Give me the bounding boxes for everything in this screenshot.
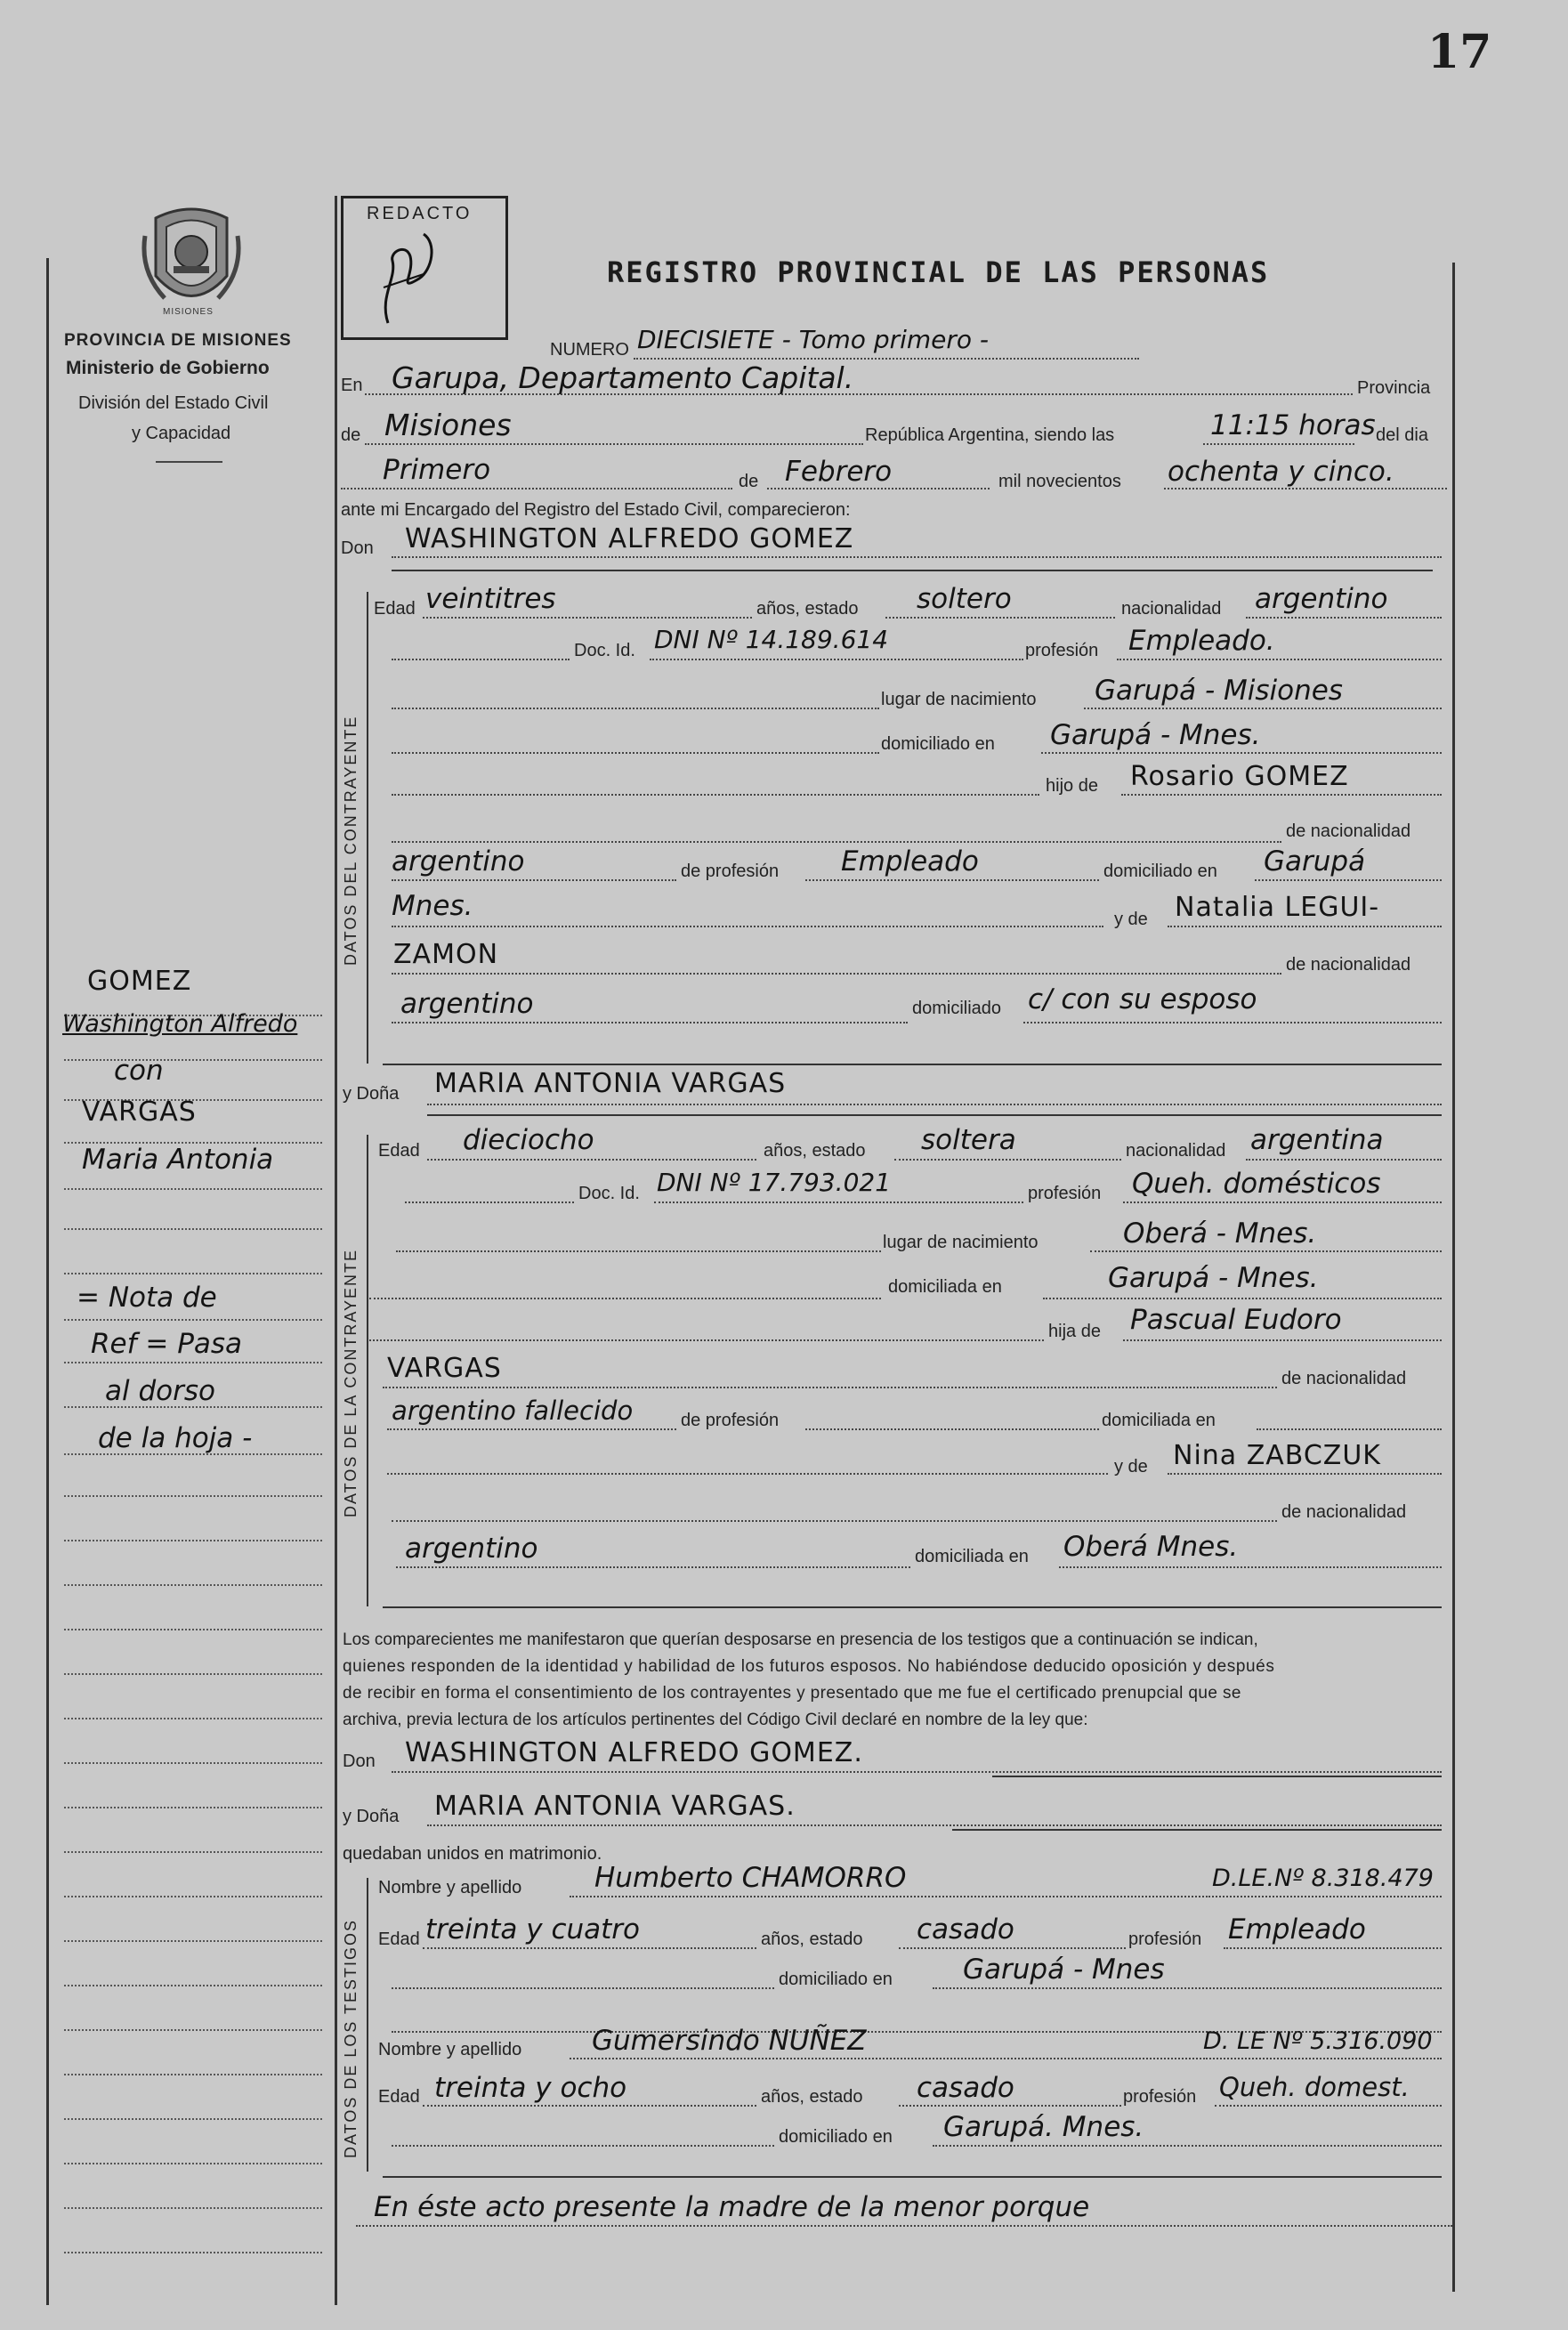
t2-nombre-value: Gumersindo NUÑEZ [592,2025,867,2057]
decl-don-label: Don [343,1752,376,1771]
c1-domicilio-value: Garupá - Mnes. [1050,719,1261,751]
t2-estado-value: casado [917,2072,1014,2104]
division-line2: y Capacidad [132,424,231,443]
anio-value: ochenta y cinco. [1168,456,1394,488]
decl-dona-label: y Doña [343,1807,400,1826]
provincia-value: Misiones [384,408,512,442]
contrayente2-side-label: DATOS DE LA CONTRAYENTE [342,1248,360,1517]
c2-madre-dom: Oberá Mnes. [1063,1531,1239,1563]
redacto-label: REDACTO [367,204,473,223]
t2-anos-label: años, estado [761,2087,863,2107]
c2-edad-value: dieciocho [463,1124,594,1156]
en-value: Garupa, Departamento Capital. [392,360,854,395]
c2-y-dona-label: y Doña [343,1084,400,1104]
c2-doc-label: Doc. Id. [578,1184,640,1203]
t1-domicilio-label: domiciliado en [779,1970,893,1989]
margin-name1: Washington Alfredo [62,1010,298,1038]
contrayente2-bracket [367,1135,368,1606]
c2-de-prof-label: de profesión [681,1411,780,1430]
t2-doc-value: D. LE Nº 5.316.090 [1203,2027,1433,2055]
declaration-line2: quienes responden de la identidad y habilidad de los futuros esposos. No habiéndose deducido oposición y después [343,1657,1275,1676]
margin-surname1: GOMEZ [87,966,192,997]
ministry-name: Ministerio de Gobierno [66,358,270,378]
t1-estado-value: casado [917,1913,1014,1946]
c2-anos-label: años, estado [764,1141,866,1161]
quedaban-text: quedaban unidos en matrimonio. [343,1844,602,1864]
t1-doc-value: D.LE.Nº 8.318.479 [1212,1865,1434,1892]
t1-prof-value: Empleado [1228,1913,1366,1946]
declaration-line3: de recibir en forma el consentimiento de los contrayentes y presentado que me fue el certificado prenupcial que se [343,1684,1241,1703]
declaration-line1: Los comparecientes me manifestaron que querían desposarse en presencia de los testigos que a continuación se indican, [343,1630,1258,1649]
c1-profesion-label: profesión [1025,641,1099,660]
c1-de-nac-label: de nacionalidad [1286,821,1411,841]
c2-profesion-label: profesión [1028,1184,1102,1203]
c1-madre-value2: ZAMON [393,939,499,970]
header-divider [156,461,222,463]
c1-profesion-value: Empleado. [1128,625,1275,657]
t2-prof-value: Queh. domest. [1219,2072,1410,2102]
c1-lugar-label: lugar de nacimiento [881,690,1037,709]
left-frame-line [46,258,49,2305]
division-line1: División del Estado Civil [78,393,269,413]
de-label: de [341,425,361,445]
c2-estado-value: soltera [921,1124,1016,1156]
numero-value: DIECISIETE - Tomo primero - [637,325,990,354]
right-frame-line [1452,263,1455,2292]
mil-label: mil novecientos [998,472,1121,491]
republica-label: República Argentina, siendo las [865,425,1115,445]
c1-de-nac-label2: de nacionalidad [1286,955,1411,975]
dia-value: Primero [383,454,491,486]
c1-y-de-label: y de [1114,910,1148,929]
c1-madre-value: Natalia LEGUI- [1175,892,1380,923]
redacto-signature-icon [370,225,450,332]
c1-padre-dom: Garupá [1264,845,1366,878]
c2-nac-label: nacionalidad [1126,1141,1226,1161]
t1-dom-value: Garupá - Mnes [963,1954,1165,1986]
margin-note2: Ref = Pasa [91,1328,243,1360]
c2-padre-nac: argentino fallecido [392,1396,634,1426]
ante-text: ante mi Encargado del Registro del Estado Civil, comparecieron: [341,500,851,520]
c2-padre-value2: VARGAS [387,1353,502,1384]
margin-note3: al dorso [105,1375,215,1407]
t2-nombre-label: Nombre y apellido [378,2040,522,2059]
contrayente1-side-label: DATOS DEL CONTRAYENTE [342,715,360,966]
en-label: En [341,376,363,395]
margin-surname2: VARGAS [82,1096,197,1128]
c2-domiciliada-label: domiciliada en [915,1547,1029,1566]
testigos-side-label: DATOS DE LOS TESTIGOS [342,1918,360,2158]
c2-hija-label: hija de [1048,1322,1101,1341]
don-label: Don [341,538,374,558]
seal-label: MISIONES [163,307,214,317]
c1-dom-en-label: domiciliado en [1103,862,1217,881]
del-dia-label: del dia [1376,425,1428,445]
c2-edad-label: Edad [378,1141,420,1161]
numero-label: NUMERO [550,340,629,360]
c2-lugar-value: Oberá - Mnes. [1123,1218,1317,1250]
decl-dona-value: MARIA ANTONIA VARGAS. [434,1791,796,1822]
declaration-line4: archiva, previa lectura de los artículos pertinentes del Código Civil declaré en nombre de la ley que: [343,1711,1088,1729]
c1-hijo-label: hijo de [1046,776,1098,796]
don-value: WASHINGTON ALFREDO GOMEZ [405,523,854,554]
c2-domicilio-value: Garupá - Mnes. [1108,1262,1319,1294]
c1-edad-value: veintitres [425,583,556,615]
de-mes-label: de [739,472,759,491]
c2-dom-en-label: domiciliada en [1102,1411,1216,1430]
c2-y-de-label: y de [1114,1457,1148,1476]
provincia-label: Provincia [1357,378,1431,398]
c1-padre-dom2: Mnes. [392,890,473,922]
c1-padre-value: Rosario GOMEZ [1130,761,1349,792]
t2-edad-label: Edad [378,2087,420,2107]
document-title: REGISTRO PROVINCIAL DE LAS PERSONAS [607,255,1270,289]
c2-de-nac-label2: de nacionalidad [1281,1502,1407,1522]
c1-padre-prof: Empleado [841,845,979,878]
c1-anos-label: años, estado [756,599,859,619]
c1-madre-nac: argentino [400,988,534,1020]
c1-domicilio-label: domiciliado en [881,734,995,754]
c2-nac-value: argentina [1250,1124,1384,1156]
c1-padre-nac: argentino [392,845,525,878]
margin-con: con [114,1055,164,1087]
c1-nac-label: nacionalidad [1121,599,1222,619]
t1-nombre-label: Nombre y apellido [378,1878,522,1897]
margin-name2: Maria Antonia [82,1144,274,1176]
c2-de-nac-label: de nacionalidad [1281,1369,1407,1388]
t1-nombre-value: Humberto CHAMORRO [594,1862,907,1894]
hora-value: 11:15 horas [1210,409,1376,441]
t2-domicilio-label: domiciliado en [779,2127,893,2147]
c2-profesion-value: Queh. domésticos [1132,1168,1381,1200]
redacto-box [341,196,508,340]
mes-value: Febrero [785,456,893,488]
c1-estado-value: soltero [917,583,1012,615]
testigos-bracket [367,1878,368,2172]
t1-anos-label: años, estado [761,1930,863,1949]
c2-dona-value: MARIA ANTONIA VARGAS [434,1068,787,1099]
decl-don-value: WASHINGTON ALFREDO GOMEZ. [405,1737,863,1768]
t1-edad-value: treinta y cuatro [425,1913,640,1946]
margin-note1: = Nota de [77,1282,217,1314]
c1-doc-value: DNI Nº 14.189.614 [654,625,889,654]
margin-note4: de la hoja - [98,1422,253,1454]
c2-doc-value: DNI Nº 17.793.021 [657,1168,892,1197]
c2-madre-nac: argentino [405,1533,538,1565]
province-seal-icon [138,200,245,320]
t1-edad-label: Edad [378,1930,420,1949]
c2-padre-value: Pascual Eudoro [1130,1304,1342,1336]
c1-de-prof-label: de profesión [681,862,780,881]
c1-nac-value: argentino [1255,583,1388,615]
contrayente1-bracket [367,592,368,1064]
c1-edad-label: Edad [374,599,416,619]
c2-lugar-label: lugar de nacimiento [883,1233,1039,1252]
c1-madre-dom: c/ con su esposo [1028,983,1257,1015]
t2-dom-value: Garupá. Mnes. [943,2111,1144,2143]
page-number: 17 [1427,25,1492,79]
t2-profesion-label: profesión [1123,2087,1197,2107]
final-handwritten-line: En éste acto presente la madre de la menor porque [374,2191,1090,2223]
c1-doc-label: Doc. Id. [574,641,635,660]
c2-madre-value: Nina ZABCZUK [1173,1440,1381,1471]
t2-edad-value: treinta y ocho [434,2072,627,2104]
c1-lugar-value: Garupá - Misiones [1095,675,1343,707]
c2-domicilio-label: domiciliada en [888,1277,1002,1297]
c1-domiciliado-label: domiciliado [912,999,1002,1018]
province-name: PROVINCIA DE MISIONES [64,331,292,350]
t1-profesion-label: profesión [1128,1930,1202,1949]
inner-frame-line [335,196,337,2305]
